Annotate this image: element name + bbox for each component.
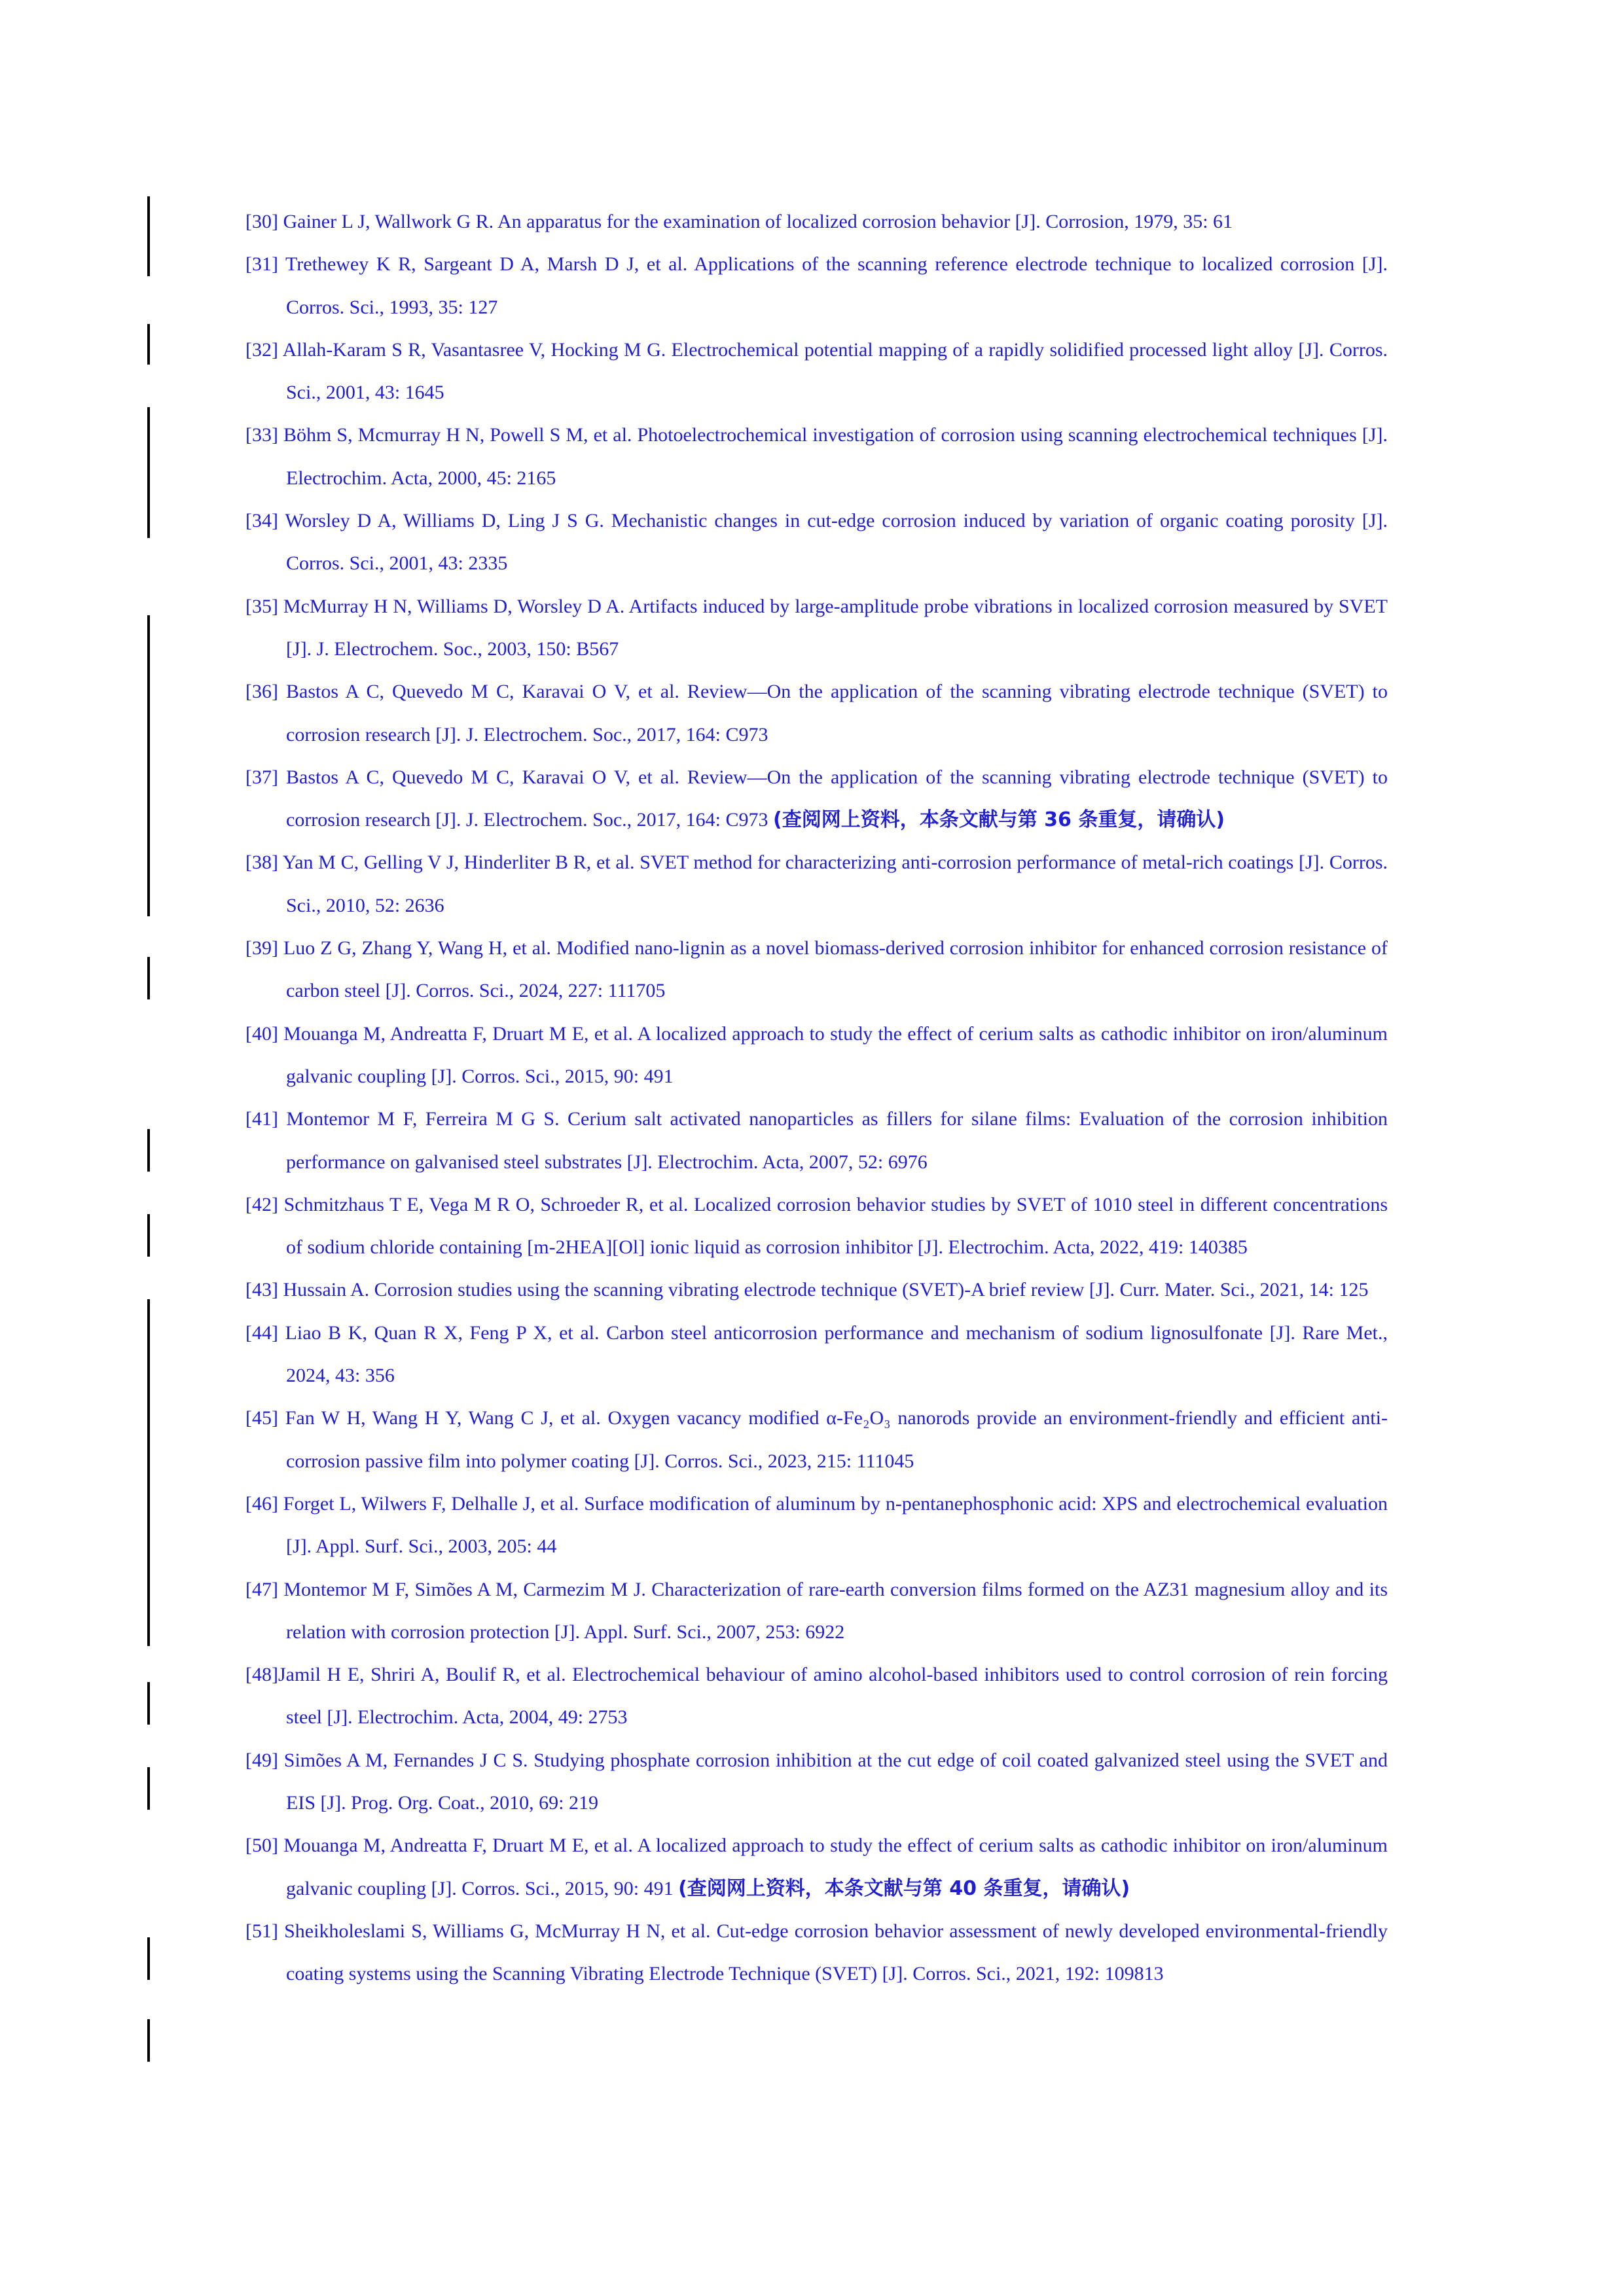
reference-item-46 (245, 1482, 1388, 1568)
reference-item-31 (245, 243, 1388, 329)
revision-change-bar (147, 957, 150, 999)
reference-item-39 (245, 927, 1388, 1013)
reference-item-38 (245, 841, 1388, 927)
revision-change-bar (147, 407, 150, 538)
reference-text: [41] Montemor M F, Ferreira M G S. Cerium salt activated nanoparticles as fillers for silane films: Evaluation of the corrosion inhibition performance on galvanised steel substrates [J]. Electrochim. Acta, 2007, 52: 6976 (245, 1108, 1388, 1173)
reviewer-note: (查阅网上资料，本条文献与第 36 条重复，请确认) (772, 808, 1225, 832)
reference-item-42 (245, 1183, 1388, 1269)
reference-item-45 (245, 1397, 1388, 1482)
revision-change-bar (147, 2019, 150, 2062)
reference-text: [40] Mouanga M, Andreatta F, Druart M E, et al. A localized approach to study the effect of cerium salts as cathodic inhibitor on iron/aluminum galvanic coupling [J]. Corros. Sci., 2015, 90: 491 (245, 1022, 1388, 1087)
reference-text: [30] Gainer L J, Wallwork G R. An apparatus for the examination of localized corrosion behavior [J]. Corrosion, 1979, 35: 61 (245, 211, 1233, 232)
reference-text: [33] Böhm S, Mcmurray H N, Powell S M, et al. Photoelectrochemical investigation of corrosion using scanning electrochemical techniques [J]. Electrochim. Acta, 2000, 45: 2165 (245, 424, 1388, 489)
reference-text: [51] Sheikholeslami S, Williams G, McMurray H N, et al. Cut-edge corrosion behavior assessment of newly developed environmental-friendly coating systems using the Scanning Vibrating Electrode Technique (SVET) [J]. Corros. Sci., 2021, 192: 109813 (245, 1920, 1388, 1985)
revision-change-bar (147, 1767, 150, 1810)
revision-change-bar (147, 324, 150, 365)
reference-text: [35] McMurray H N, Williams D, Worsley D A. Artifacts induced by large-amplitude probe vibrations in localized corrosion measured by SVET [J]. J. Electrochem. Soc., 2003, 150: B567 (245, 595, 1388, 660)
reference-text: [38] Yan M C, Gelling V J, Hinderliter B R, et al. SVET method for characterizing anti-corrosion performance of metal-rich coatings [J]. Corros. Sci., 2010, 52: 2636 (245, 852, 1388, 916)
revision-change-bar (147, 615, 150, 916)
reference-item-36 (245, 670, 1388, 756)
reference-text: [36] Bastos A C, Quevedo M C, Karavai O V, et al. Review—On the application of the scanning vibrating electrode technique (SVET) to corrosion research [J]. J. Electrochem. Soc., 2017, 164: C973 (245, 681, 1388, 745)
revision-change-bar (147, 1937, 150, 1980)
reference-text: [47] Montemor M F, Simões A M, Carmezim M J. Characterization of rare-earth conversion films formed on the AZ31 magnesium alloy and its relation with corrosion protection [J]. Appl. Surf. Sci., 2007, 253: 6922 (245, 1578, 1388, 1643)
reference-text: [37] Bastos A C, Quevedo M C, Karavai O V, et al. Review—On the application of the scanning vibrating electrode technique (SVET) to corrosion research [J]. J. Electrochem. Soc., 2017, 164: C973 (245, 766, 1388, 831)
revision-change-bar (147, 196, 150, 276)
reference-text: [50] Mouanga M, Andreatta F, Druart M E, et al. A localized approach to study the effect of cerium salts as cathodic inhibitor on iron/aluminum galvanic coupling [J]. Corros. Sci., 2015, 90: 491 (245, 1835, 1388, 1899)
reference-text: [45] Fan W H, Wang H Y, Wang C J, et al. Oxygen vacancy modified α-Fe₂O₃ nanorods provide an environment-friendly and efficient anti-corrosion passive film into polymer coating [J]. Corros. Sci., 2023, 215: 111045 (245, 1407, 1388, 1472)
reference-text: [32] Allah-Karam S R, Vasantasree V, Hocking M G. Electrochemical potential mapping of a rapidly solidified processed light alloy [J]. Corros. Sci., 2001, 43: 1645 (245, 338, 1388, 404)
reference-text: [49] Simões A M, Fernandes J C S. Studying phosphate corrosion inhibition at the cut edge of coil coated galvanized steel using the SVET and EIS [J]. Prog. Org. Coat., 2010, 69: 219 (245, 1749, 1388, 1814)
reference-text: [39] Luo Z G, Zhang Y, Wang H, et al. Modified nano-lignin as a novel biomass-derived corrosion inhibitor for enhanced corrosion resistance of carbon steel [J]. Corros. Sci., 2024, 227: 111705 (245, 937, 1388, 1002)
reference-item-34 (245, 499, 1388, 585)
reference-text: [42] Schmitzhaus T E, Vega M R O, Schroeder R, et al. Localized corrosion behavior studies by SVET of 1010 steel in different concentrations of sodium chloride containing [m-2HEA][Ol] ionic liquid as corrosion inhibitor [J]. Electrochim. Acta, 2022, 419: 140385 (245, 1193, 1388, 1259)
revision-change-bar (147, 1214, 150, 1257)
reference-item-48 (245, 1653, 1388, 1739)
reference-item-43 (245, 1268, 1388, 1311)
reference-item-40 (245, 1013, 1388, 1098)
reference-list (245, 200, 1388, 1995)
reference-item-47 (245, 1568, 1388, 1654)
reference-item-35 (245, 585, 1388, 671)
reference-item-49 (245, 1739, 1388, 1825)
reference-item-51 (245, 1910, 1388, 1996)
reference-text: [43] Hussain A. Corrosion studies using the scanning vibrating electrode technique (SVET)-A brief review [J]. Curr. Mater. Sci., 2021, 14: 125 (245, 1279, 1369, 1301)
reference-item-32 (245, 329, 1388, 414)
revision-change-bar (147, 1299, 150, 1646)
reference-text: [48]Jamil H E, Shriri A, Boulif R, et al. Electrochemical behaviour of amino alcohol-based inhibitors used to control corrosion of rein forcing steel [J]. Electrochim. Acta, 2004, 49: 2753 (245, 1664, 1388, 1729)
reviewer-note: (查阅网上资料，本条文献与第 40 条重复，请确认) (678, 1876, 1130, 1900)
reference-text: [31] Trethewey K R, Sargeant D A, Marsh D J, et al. Applications of the scanning reference electrode technique to localized corrosion [J]. Corros. Sci., 1993, 35: 127 (245, 253, 1388, 318)
reference-item-33 (245, 414, 1388, 499)
reference-item-37 (245, 756, 1388, 842)
reference-text: [44] Liao B K, Quan R X, Feng P X, et al. Carbon steel anticorrosion performance and mechanism of sodium lignosulfonate [J]. Rare Met., 2024, 43: 356 (245, 1321, 1388, 1387)
reference-item-50 (245, 1824, 1388, 1910)
reference-text: [34] Worsley D A, Williams D, Ling J S G. Mechanistic changes in cut-edge corrosion induced by variation of organic coating porosity [J]. Corros. Sci., 2001, 43: 2335 (245, 510, 1388, 575)
reference-item-30 (245, 200, 1388, 243)
reference-text: [46] Forget L, Wilwers F, Delhalle J, et al. Surface modification of aluminum by n-pentanephosphonic acid: XPS and electrochemical evaluation [J]. Appl. Surf. Sci., 2003, 205: 44 (245, 1492, 1388, 1558)
reference-item-44 (245, 1312, 1388, 1397)
revision-change-bar (147, 1682, 150, 1725)
reference-item-41 (245, 1098, 1388, 1183)
revision-change-bar (147, 1129, 150, 1172)
